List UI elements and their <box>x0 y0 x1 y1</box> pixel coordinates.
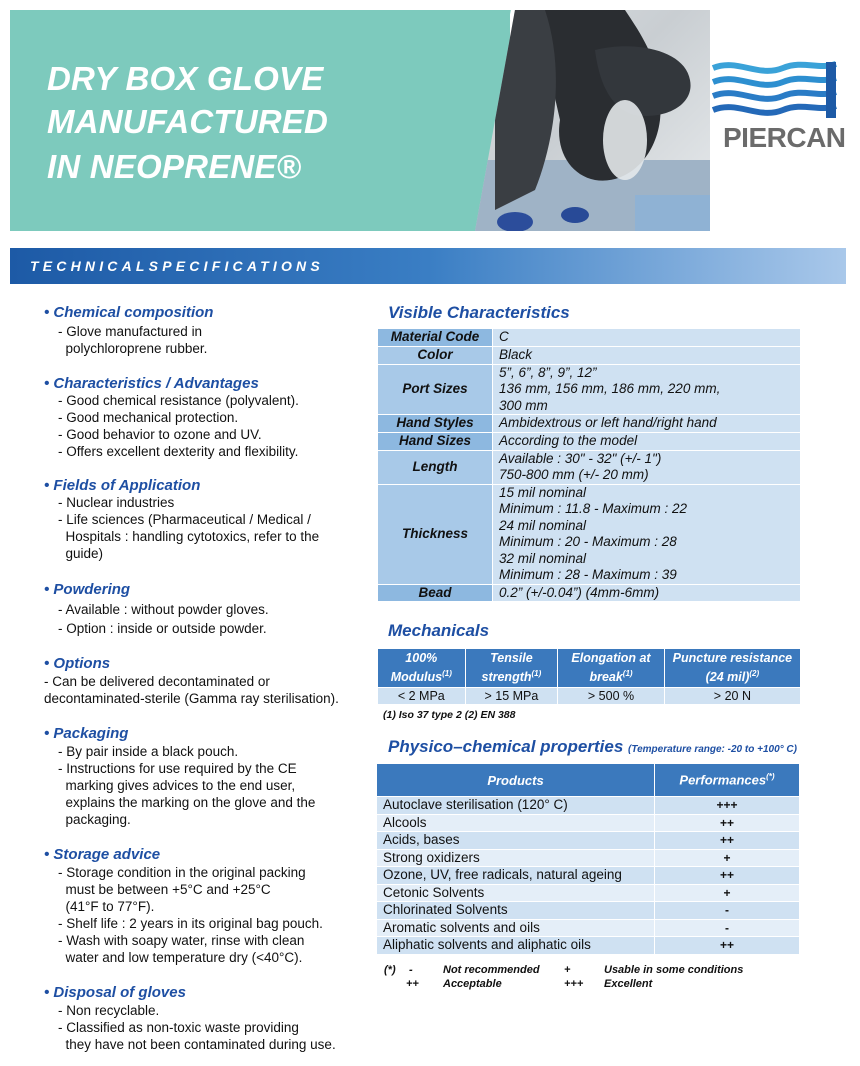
visible-value: According to the model <box>493 433 801 451</box>
physico-row <box>377 902 800 920</box>
packaging-heading: • Packaging <box>44 725 129 742</box>
mechanicals-value: > 15 MPa <box>465 688 558 705</box>
visible-key: Port Sizes <box>378 364 493 415</box>
visible-key: Thickness <box>378 484 493 584</box>
physico-table <box>376 763 800 955</box>
legend-sym-1: - <box>409 964 413 976</box>
physico-product: Ozone, UV, free radicals, natural ageing <box>377 867 655 885</box>
physico-performance: - <box>655 902 800 920</box>
visible-row <box>378 364 801 415</box>
physico-row <box>377 937 800 955</box>
visible-value: Ambidextrous or left hand/right hand <box>493 415 801 433</box>
legend-label-3: Acceptable <box>443 978 502 990</box>
physico-row <box>377 867 800 885</box>
physico-product: Alcools <box>377 814 655 832</box>
disposal-heading: • Disposal of gloves <box>44 984 186 1001</box>
legend-label-1: Not recommended <box>443 964 540 976</box>
legend-label-4: Excellent <box>604 978 653 990</box>
glove-photo <box>475 10 710 231</box>
options-heading: • Options <box>44 655 111 672</box>
mechanicals-value: > 500 % <box>558 688 665 705</box>
visible-key: Color <box>378 346 493 364</box>
legend-sym-4: +++ <box>564 978 584 990</box>
packaging-text: - By pair inside a black pouch. - Instructions for use required by the CE marking gives advices to the end user, explains the marking on the glove and the packaging. <box>58 744 316 827</box>
mechanicals-value: < 2 MPa <box>378 688 466 705</box>
visible-value: Black <box>493 346 801 364</box>
fields-text: - Nuclear industries - Life sciences (Pharmaceutical / Medical / Hospitals : handling cytotoxics, refer to the guide) <box>58 495 320 561</box>
visible-row <box>378 346 801 364</box>
physico-product: Aromatic solvents and oils <box>377 919 655 937</box>
visible-key: Hand Styles <box>378 415 493 433</box>
physico-product: Autoclave sterilisation (120° C) <box>377 797 655 815</box>
storage-heading: • Storage advice <box>44 846 161 863</box>
fields-heading: • Fields of Application <box>44 477 201 494</box>
physico-product: Acids, bases <box>377 832 655 850</box>
physico-performance: + <box>655 884 800 902</box>
visible-key: Material Code <box>378 329 493 347</box>
mechanicals-value: > 20 N <box>664 688 800 705</box>
physico-performance: ++ <box>655 814 800 832</box>
legend-sym-2: + <box>564 964 571 976</box>
physico-subtitle: (Temperature range: -20 to +100° C) <box>628 744 797 755</box>
visible-heading: Visible Characteristics <box>388 303 570 322</box>
mechanicals-heading: Mechanicals <box>388 621 490 640</box>
mechanicals-col-sup: (1) <box>531 669 542 678</box>
characteristics-heading: • Characteristics / Advantages <box>44 375 259 392</box>
visible-key: Bead <box>378 584 493 602</box>
physico-performance: ++ <box>655 867 800 885</box>
visible-row <box>378 433 801 451</box>
section-banner-label: TECHNICALSPECIFICATIONS <box>30 258 324 274</box>
chemical-heading: • Chemical composition <box>44 304 214 321</box>
visible-value: 5”, 6”, 8”, 9”, 12” 136 mm, 156 mm, 186 mm, 220 mm, 300 mm <box>493 364 801 415</box>
physico-row <box>377 814 800 832</box>
visible-row <box>378 584 801 602</box>
physico-row <box>377 832 800 850</box>
physico-product: Chlorinated Solvents <box>377 902 655 920</box>
physico-row <box>377 849 800 867</box>
disposal-text: - Non recyclable. - Classified as non-toxic waste providing they have not been contaminated during use. <box>58 1003 336 1052</box>
mechanicals-col-header <box>558 649 665 688</box>
section-banner <box>10 248 846 284</box>
mechanicals-col-sup: (1) <box>442 669 452 678</box>
physico-product: Cetonic Solvents <box>377 884 655 902</box>
legend-sym-3: ++ <box>406 978 419 990</box>
visible-value: Available : 30" - 32" (+/- 1") 750-800 mm (+/- 20 mm) <box>493 450 801 484</box>
options-text: - Can be delivered decontaminated or decontaminated-sterile (Gamma ray sterilisation). <box>44 674 339 706</box>
page-title-line-2: MANUFACTURED <box>47 103 329 140</box>
mechanicals-col-label: 100% Modulus <box>390 651 443 685</box>
mechanicals-col-label: Tensile strength <box>481 651 533 685</box>
characteristics-text: - Good chemical resistance (polyvalent). - Good mechanical protection. - Good behavior to ozone and UV. - Offers excellent dexterity and flexibility. <box>58 393 299 459</box>
col-performances-label: Performances <box>679 772 767 788</box>
physico-product: Aliphatic solvents and aliphatic oils <box>377 937 655 955</box>
visible-key: Hand Sizes <box>378 433 493 451</box>
physico-product: Strong oxidizers <box>377 849 655 867</box>
legend-star: (*) <box>384 964 396 976</box>
powdering-text: - Available : without powder gloves. - Option : inside or outside powder. <box>58 602 269 636</box>
physico-performance: - <box>655 919 800 937</box>
physico-title: Physico–chemical properties <box>388 737 624 756</box>
physico-row <box>377 797 800 815</box>
physico-heading <box>388 737 797 757</box>
visible-row <box>378 329 801 347</box>
col-products: Products <box>377 764 655 797</box>
powdering-heading: • Powdering <box>44 581 131 598</box>
visible-value: 15 mil nominal Minimum : 11.8 - Maximum : 22 24 mil nominal Minimum : 20 - Maximum : 28 32 mil nominal Minimum : 28 - Maximum : 39 <box>493 484 801 584</box>
visible-row <box>378 450 801 484</box>
visible-value: 0.2” (+/-0.04”) (4mm-6mm) <box>493 584 801 602</box>
col-performances-sup: (*) <box>766 772 775 782</box>
mechanicals-col-label: Elongation at break <box>571 651 651 685</box>
physico-performance: ++ <box>655 832 800 850</box>
mechanicals-col-header <box>664 649 800 688</box>
visible-table <box>377 328 801 602</box>
physico-performance: ++ <box>655 937 800 955</box>
mechanicals-col-header <box>378 649 466 688</box>
physico-row <box>377 884 800 902</box>
page-title-line-1: DRY BOX GLOVE <box>47 60 324 97</box>
visible-row <box>378 415 801 433</box>
page-title-line-3: IN NEOPRENE® <box>47 148 302 185</box>
col-performances <box>655 764 800 797</box>
logo-text: PIERCAN <box>723 122 846 153</box>
chemical-text: - Glove manufactured in polychloroprene rubber. <box>58 324 208 356</box>
mechanicals-col-header <box>465 649 558 688</box>
visible-value: C <box>493 329 801 347</box>
visible-key: Length <box>378 450 493 484</box>
physico-performance: + <box>655 849 800 867</box>
storage-text: - Storage condition in the original packing must be between +5°C and +25°C (41°F to 77°F). - Shelf life : 2 years in its original bag pouch. - Wash with soapy water, rinse with clean water and low temperature dry (<40°C). <box>58 865 323 965</box>
mechanicals-col-sup: (1) <box>622 669 633 678</box>
mechanicals-note: (1) Iso 37 type 2 (2) EN 388 <box>383 709 516 721</box>
physico-performance: +++ <box>655 797 800 815</box>
mechanicals-table <box>377 648 801 705</box>
physico-row <box>377 919 800 937</box>
visible-row <box>378 484 801 584</box>
mechanicals-col-sup: (2) <box>749 669 760 678</box>
legend-label-2: Usable in some conditions <box>604 964 744 976</box>
mechanicals-col-label: Puncture resistance (24 mil) <box>672 651 793 685</box>
